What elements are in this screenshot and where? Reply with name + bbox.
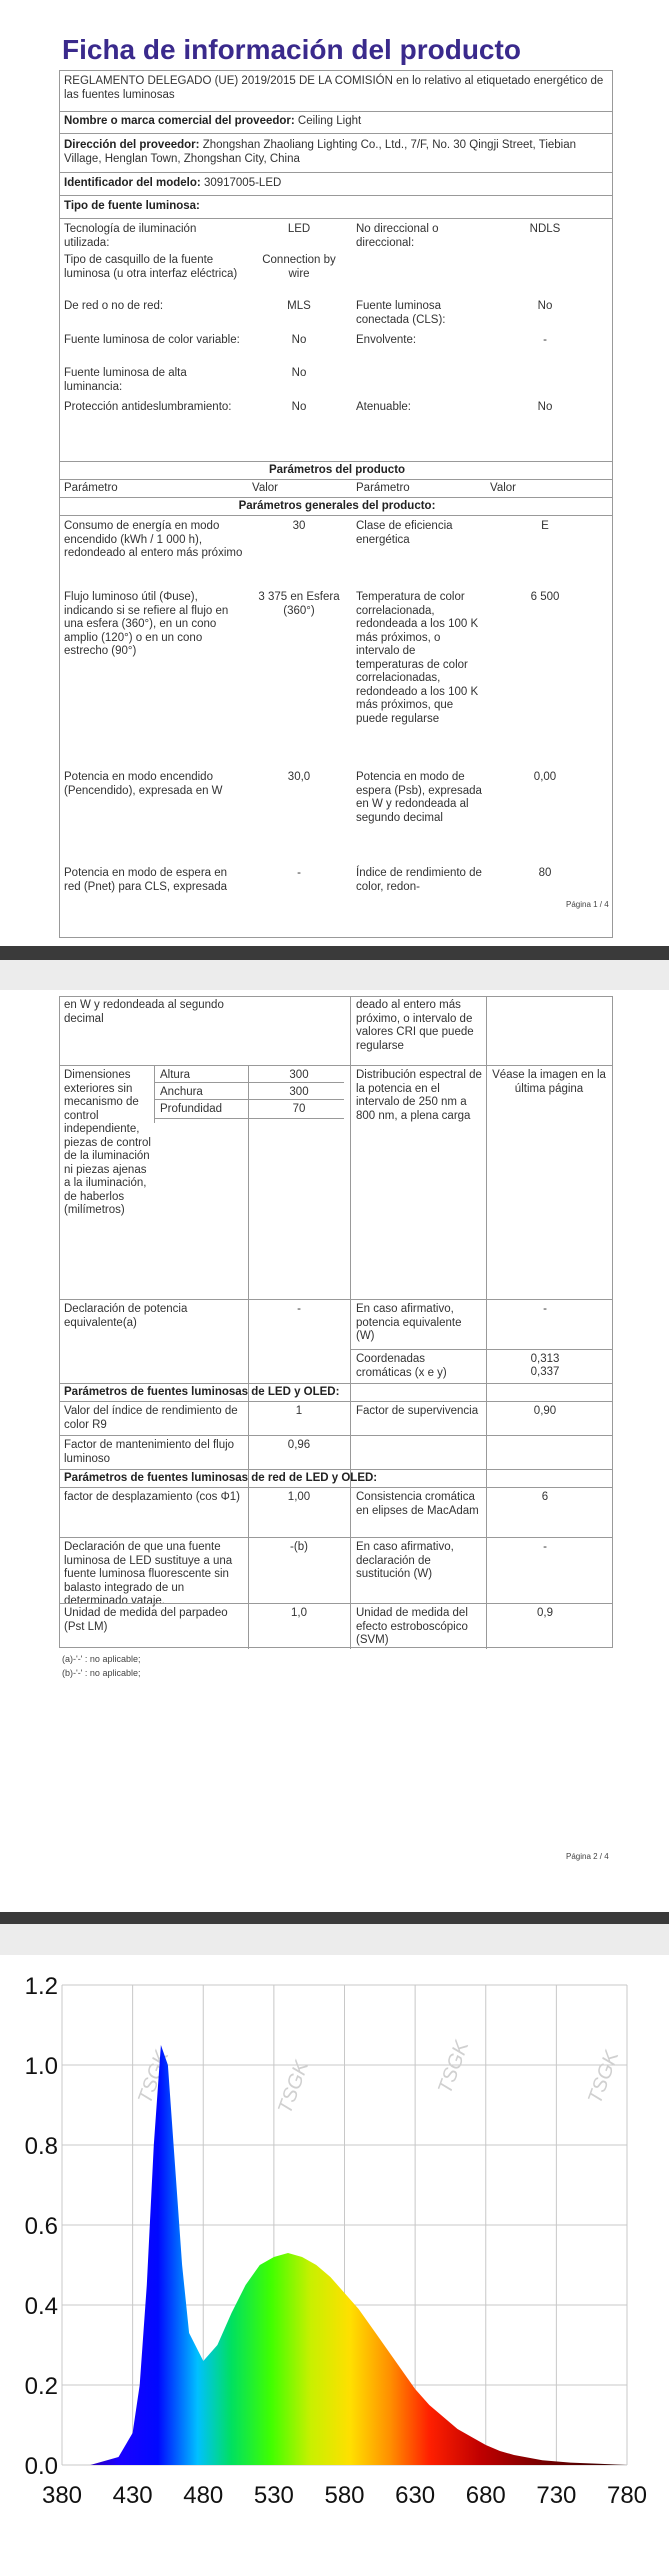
flicker-label: Unidad de medida del parpadeo (Pst LM) xyxy=(64,1607,228,1633)
y-tick-label: 0.2 xyxy=(24,2373,58,2400)
product-info-table xyxy=(59,70,613,938)
x-tick-label: 730 xyxy=(536,2482,577,2509)
param-cct-label: Temperatura de color correlacionada, redondeada a los 100 K más próximos, o intervalo de temperaturas de color correlacionadas, redondeado a los 100 K más próximos, que puede regularse xyxy=(356,591,479,725)
chroma-y: 0,337 xyxy=(530,1366,560,1378)
note-b: (b)-'-' : no aplicable; xyxy=(62,1668,141,1678)
row-cls-value: No xyxy=(537,300,553,312)
row-glare-label: Protección antideslumbramiento: xyxy=(64,401,232,413)
param-standby-value: 0,00 xyxy=(533,771,557,783)
param-class-value: E xyxy=(541,520,549,532)
param-power-label: Potencia en modo encendido (Pencendido), expresada en W xyxy=(64,771,223,797)
model-id-value: 30917005-LED xyxy=(203,177,282,189)
model-id: Identificador del modelo: 30917005-LED xyxy=(64,177,282,189)
x-tick-label: 780 xyxy=(606,2482,648,2509)
param-flux-value: 3 375 en Esfera (360°) xyxy=(258,591,340,617)
equiv-value: - xyxy=(297,1303,301,1315)
row-cap-label: Tipo de casquillo de la fuente luminosa (u otra interfaz eléctrica) xyxy=(64,254,238,280)
led-params-title: Parámetros de fuentes luminosas de LED y OLED: xyxy=(64,1386,340,1398)
fluor-c-label: En caso afirmativo, declaración de sustitución (W) xyxy=(356,1541,454,1580)
watermark-text: TSGK xyxy=(274,2058,314,2117)
product-info-table-cont xyxy=(59,996,613,1648)
params-section-title: Parámetros del producto xyxy=(268,464,406,476)
disp-label: factor de desplazamiento (cos Φ1) xyxy=(64,1491,241,1503)
watermark-text: TSGK xyxy=(434,2038,474,2097)
page-separator xyxy=(0,946,669,960)
y-tick-label: 1.2 xyxy=(24,1973,58,2000)
x-tick-label: 530 xyxy=(253,2482,294,2509)
x-axis-ticks xyxy=(42,2482,647,2509)
row-luminance-value: No xyxy=(291,367,307,379)
param-cri-label: Índice de rendimiento de color, redon- xyxy=(356,867,482,893)
page-number: Página 2 / 4 xyxy=(566,1852,609,1861)
row-dimmable-value: No xyxy=(537,401,553,413)
page-3 xyxy=(0,1955,669,2560)
col-value-2: Valor xyxy=(490,482,516,494)
supplier-address-value: Zhongshan Zhaoliang Lighting Co., Ltd., 7/F, No. 30 Qingji Street, Tiebian Village, Henglan Town, Zhongshan City, China xyxy=(64,139,577,165)
chart-watermarks xyxy=(134,2036,624,2116)
page-gap xyxy=(0,960,669,990)
y-tick-label: 0.0 xyxy=(24,2453,58,2480)
watermark-text: TSGK xyxy=(584,2048,624,2107)
param-network-value: - xyxy=(297,867,301,879)
param-cri-value: 80 xyxy=(538,867,552,879)
col-param-1: Parámetro xyxy=(64,482,118,494)
row-cap-value: Connection by wire xyxy=(262,254,336,280)
spectral-chart xyxy=(0,1955,669,2560)
row-glare-value: No xyxy=(291,401,307,413)
dim-depth-value: 70 xyxy=(292,1103,306,1115)
dims-label: Dimensiones exteriores sin mecanismo de control independiente, piezas de control de la iluminación ni piezas ajenas a la iluminación, de haberlos (milímetros) xyxy=(64,1069,151,1216)
supplier-name-value: Ceiling Light xyxy=(297,115,362,127)
param-standby-label: Potencia en modo de espera (Psb), expresada en W y redondeada al segundo decimal xyxy=(356,771,482,824)
strobo-label: Unidad de medida del efecto estroboscópico (SVM) xyxy=(356,1607,468,1646)
param-flux-label: Flujo luminoso útil (Φuse), indicando si se refiere al flujo en una esfera (360°), en un cono amplio (120°) o en un cono estrecho (90°) xyxy=(64,591,229,657)
chroma-x: 0,313 xyxy=(530,1353,560,1365)
param-power-value: 30,0 xyxy=(287,771,311,783)
spectral-label: Distribución espectral de la potencia en el intervalo de 250 nm a 800 nm, a plena carga xyxy=(356,1069,482,1122)
row-cls-label: Fuente luminosa conectada (CLS): xyxy=(356,300,446,326)
row-colour-value: No xyxy=(291,334,307,346)
x-tick-label: 680 xyxy=(465,2482,506,2509)
x-tick-label: 630 xyxy=(395,2482,436,2509)
fluor-value: -(b) xyxy=(290,1541,308,1553)
row-dimmable-label: Atenuable: xyxy=(356,401,411,413)
row-mains-value: MLS xyxy=(287,300,311,312)
param-energy-label: Consumo de energía en modo encendido (kWh / 1 000 h), redondeado al entero más próximo xyxy=(64,520,243,559)
x-tick-label: 380 xyxy=(41,2482,83,2509)
supplier-address: Dirección del proveedor: Zhongshan Zhaoliang Lighting Co., Ltd., 7/F, No. 30 Qingji Street, Tiebian Village, Henglan Town, Zhongshan City, China xyxy=(64,139,577,165)
r9-value: 1 xyxy=(295,1405,303,1417)
x-tick-label: 480 xyxy=(183,2482,224,2509)
strobo-value: 0,9 xyxy=(537,1607,553,1619)
spectral-value: Véase la imagen en la última página xyxy=(492,1069,606,1095)
source-type-label: Tipo de fuente luminosa: xyxy=(64,200,200,212)
equiv-label: Declaración de potencia equivalente(a) xyxy=(64,1303,188,1329)
regulation-text: REGLAMENTO DELEGADO (UE) 2019/2015 DE LA COMISIÓN en lo relativo al etiquetado energético de las fuentes luminosas xyxy=(64,75,604,101)
macadam-value: 6 xyxy=(541,1491,549,1503)
flicker-value: 1,0 xyxy=(291,1607,307,1619)
page-2 xyxy=(0,990,669,1920)
fluor-label: Declaración de que una fuente luminosa de LED sustituye a una fuente luminosa fluorescente sin balasto integrado de un determinado vataje. xyxy=(64,1541,233,1607)
y-tick-label: 0.8 xyxy=(24,2133,58,2160)
page-number: Página 1 / 4 xyxy=(566,900,609,909)
row-luminance-label: Fuente luminosa de alta luminancia: xyxy=(64,367,187,393)
mains-params-title: Parámetros de fuentes luminosas de red de LED y OLED: xyxy=(64,1472,378,1484)
r9-label: Valor del índice de rendimiento de color R9 xyxy=(64,1405,238,1431)
supplier-name: Nombre o marca comercial del proveedor: Ceiling Light xyxy=(64,115,362,127)
col-param-2: Parámetro xyxy=(356,482,410,494)
equiv-c-label: En caso afirmativo, potencia equivalente (W) xyxy=(356,1303,462,1342)
chroma-label: Coordenadas cromáticas (x e y) xyxy=(356,1353,447,1379)
col-value-1: Valor xyxy=(252,482,278,494)
dim-depth-label: Profundidad xyxy=(160,1103,223,1115)
row-envelope-value: - xyxy=(543,334,547,346)
param-class-label: Clase de eficiencia energética xyxy=(356,520,453,546)
y-tick-label: 1.0 xyxy=(24,2053,58,2080)
fluor-c-value: - xyxy=(543,1541,547,1553)
row-envelope-label: Envolvente: xyxy=(356,334,417,346)
y-tick-label: 0.4 xyxy=(24,2293,58,2320)
param-cct-value: 6 500 xyxy=(530,591,560,603)
page-separator xyxy=(0,1912,669,1924)
watermark-text: TSGK xyxy=(134,2048,174,2107)
dim-height-value: 300 xyxy=(289,1069,309,1081)
page-gap xyxy=(0,1924,669,1955)
cont-standby-unit: en W y redondeada al segundo decimal xyxy=(64,999,224,1025)
general-params-title: Parámetros generales del producto: xyxy=(238,500,436,512)
row-mains-label: De red o no de red: xyxy=(64,300,164,312)
dim-width-value: 300 xyxy=(289,1086,309,1098)
cont-cri-text: deado al entero más próximo, o intervalo de valores CRI que puede regularse xyxy=(356,999,474,1052)
equiv-c-value: - xyxy=(543,1303,547,1315)
row-tech-label: Tecnología de iluminación utilizada: xyxy=(64,223,197,249)
maint-value: 0,96 xyxy=(287,1439,311,1451)
param-network-label: Potencia en modo de espera en red (Pnet) para CLS, expresada xyxy=(64,867,228,893)
y-tick-label: 0.6 xyxy=(24,2213,58,2240)
row-colour-label: Fuente luminosa de color variable: xyxy=(64,334,240,346)
dim-width-label: Anchura xyxy=(160,1086,203,1098)
x-tick-label: 580 xyxy=(324,2482,365,2509)
maint-label: Factor de mantenimiento del flujo luminoso xyxy=(64,1439,235,1465)
page-title: Ficha de información del producto xyxy=(62,34,521,65)
param-energy-value: 30 xyxy=(292,520,306,532)
page-1 xyxy=(0,0,669,945)
note-a: (a)-'-' : no aplicable; xyxy=(62,1654,141,1664)
macadam-label: Consistencia cromática en elipses de MacAdam xyxy=(356,1491,479,1517)
row-direction-value: NDLS xyxy=(529,223,561,235)
survival-label: Factor de supervivencia xyxy=(356,1405,479,1417)
x-tick-label: 430 xyxy=(112,2482,153,2509)
survival-value: 0,90 xyxy=(533,1405,557,1417)
disp-value: 1,00 xyxy=(287,1491,311,1503)
y-axis-ticks xyxy=(25,1973,58,2480)
dim-height-label: Altura xyxy=(160,1069,191,1081)
row-direction-label: No direccional o direccional: xyxy=(356,223,439,249)
row-tech-value: LED xyxy=(287,223,311,235)
